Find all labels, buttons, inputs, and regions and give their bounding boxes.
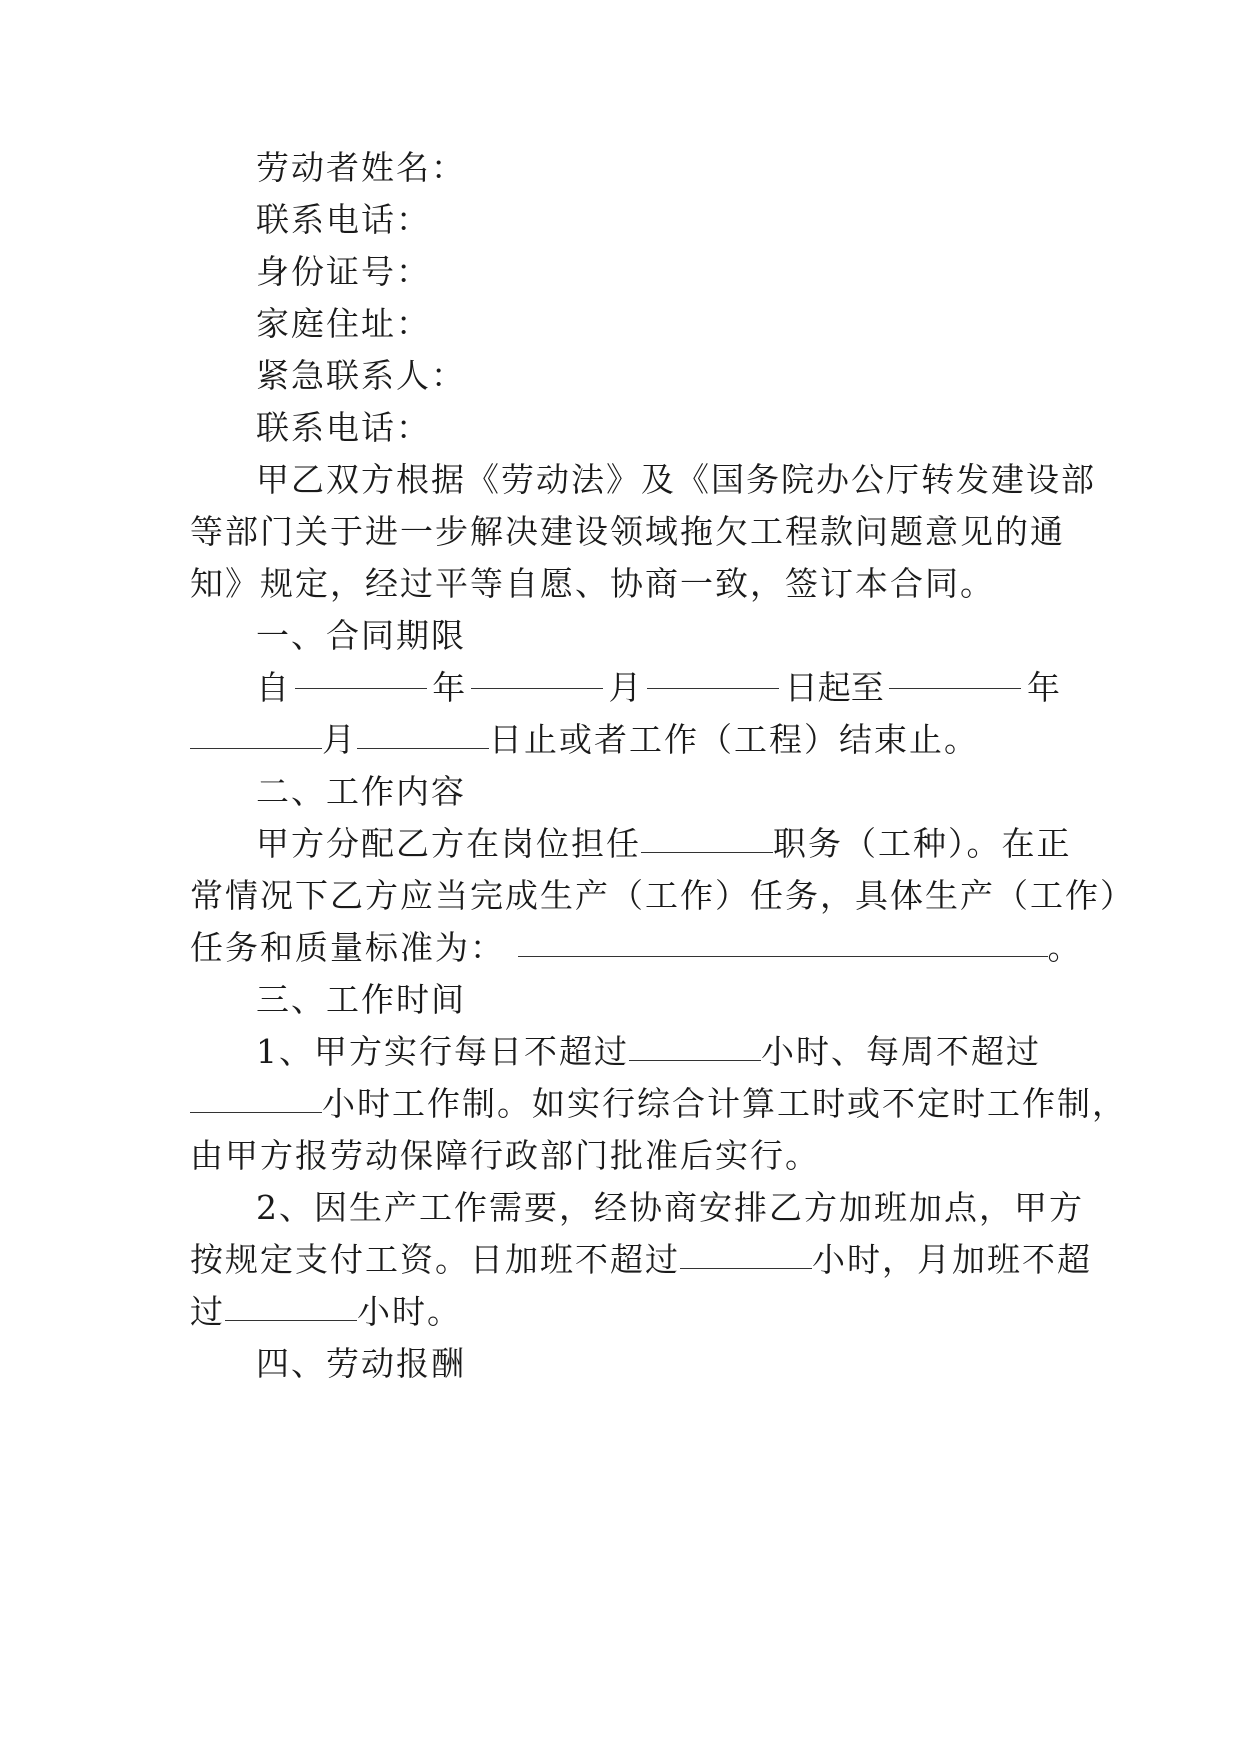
preamble-line-1: 甲乙双方根据《劳动法》及《国务院办公厅转发建设部 <box>256 460 1096 499</box>
work-content-text: 职务（工种）。在正 <box>773 824 1072 863</box>
work-content-text: 甲方分配乙方在岗位担任 <box>256 824 641 863</box>
work-content-line-3 <box>190 920 1083 976</box>
work-content-line-1 <box>256 816 1072 872</box>
worker-name-label: 劳动者姓名： <box>256 148 466 187</box>
emergency-contact-label: 紧急联系人： <box>256 356 466 395</box>
work-content-text: 。 <box>1047 928 1083 967</box>
work-content-text: 任务和质量标准为： <box>190 928 505 967</box>
section-heading-work-hours: 三、工作时间 <box>256 980 466 1019</box>
term-text: 日止或者工作（工程）结束止。 <box>489 720 979 759</box>
work-hours-text: 1、甲方实行每日不超过 <box>256 1032 629 1071</box>
end-month-blank <box>190 718 322 749</box>
work-hours-p1-line-3: 由甲方报劳动保障行政部门批准后实行。 <box>190 1136 820 1175</box>
work-hours-p2-line-2 <box>190 1232 1092 1288</box>
work-hours-text: 过 <box>190 1292 225 1331</box>
daily-overtime-blank <box>680 1238 812 1269</box>
weekly-hours-blank <box>190 1082 322 1113</box>
start-day-blank <box>647 658 779 689</box>
end-year-blank <box>889 658 1021 689</box>
work-hours-p1-line-1 <box>256 1024 1060 1080</box>
work-hours-text: 按规定支付工资。日加班不超过 <box>190 1240 680 1279</box>
term-text: 月 <box>608 668 642 707</box>
phone-label: 联系电话： <box>256 200 431 239</box>
work-hours-text: 小时工作制。如实行综合计算工时或不定时工作制， <box>322 1084 1127 1123</box>
work-hours-p2-line-3 <box>190 1284 1060 1340</box>
id-number-label: 身份证号： <box>256 252 431 291</box>
section-heading-term: 一、合同期限 <box>256 616 466 655</box>
term-text: 年 <box>432 668 466 707</box>
end-day-blank <box>357 718 489 749</box>
work-content-line-2: 常情况下乙方应当完成生产（工作）任务，具体生产（工作） <box>190 876 1135 915</box>
work-hours-text: 小时。 <box>357 1292 462 1331</box>
monthly-overtime-blank <box>225 1290 357 1321</box>
start-month-blank <box>471 658 603 689</box>
term-text: 月 <box>322 720 357 759</box>
section-heading-remuneration: 四、劳动报酬 <box>256 1344 466 1383</box>
home-address-label: 家庭住址： <box>256 304 431 343</box>
start-year-blank <box>295 658 427 689</box>
quality-standard-blank <box>518 926 1048 957</box>
daily-hours-blank <box>629 1030 761 1061</box>
work-hours-text: 小时，月加班不超 <box>812 1240 1092 1279</box>
work-hours-text: 小时、每周不超过 <box>761 1032 1041 1071</box>
preamble-line-2: 等部门关于进一步解决建设领域拖欠工程款问题意见的通 <box>190 512 1065 551</box>
position-blank <box>641 822 773 853</box>
work-hours-p2-line-1: 2、因生产工作需要，经协商安排乙方加班加点，甲方 <box>256 1188 1084 1227</box>
term-line-1 <box>256 660 1060 716</box>
work-hours-p1-line-2 <box>190 1076 1127 1132</box>
term-text: 年 <box>1027 668 1060 707</box>
emergency-phone-label: 联系电话： <box>256 408 431 447</box>
preamble-line-3: 知》规定，经过平等自愿、协商一致，签订本合同。 <box>190 564 995 603</box>
term-line-2 <box>190 712 1060 768</box>
term-text: 日起至 <box>784 668 884 707</box>
term-text: 自 <box>256 668 289 707</box>
section-heading-work-content: 二、工作内容 <box>256 772 466 811</box>
